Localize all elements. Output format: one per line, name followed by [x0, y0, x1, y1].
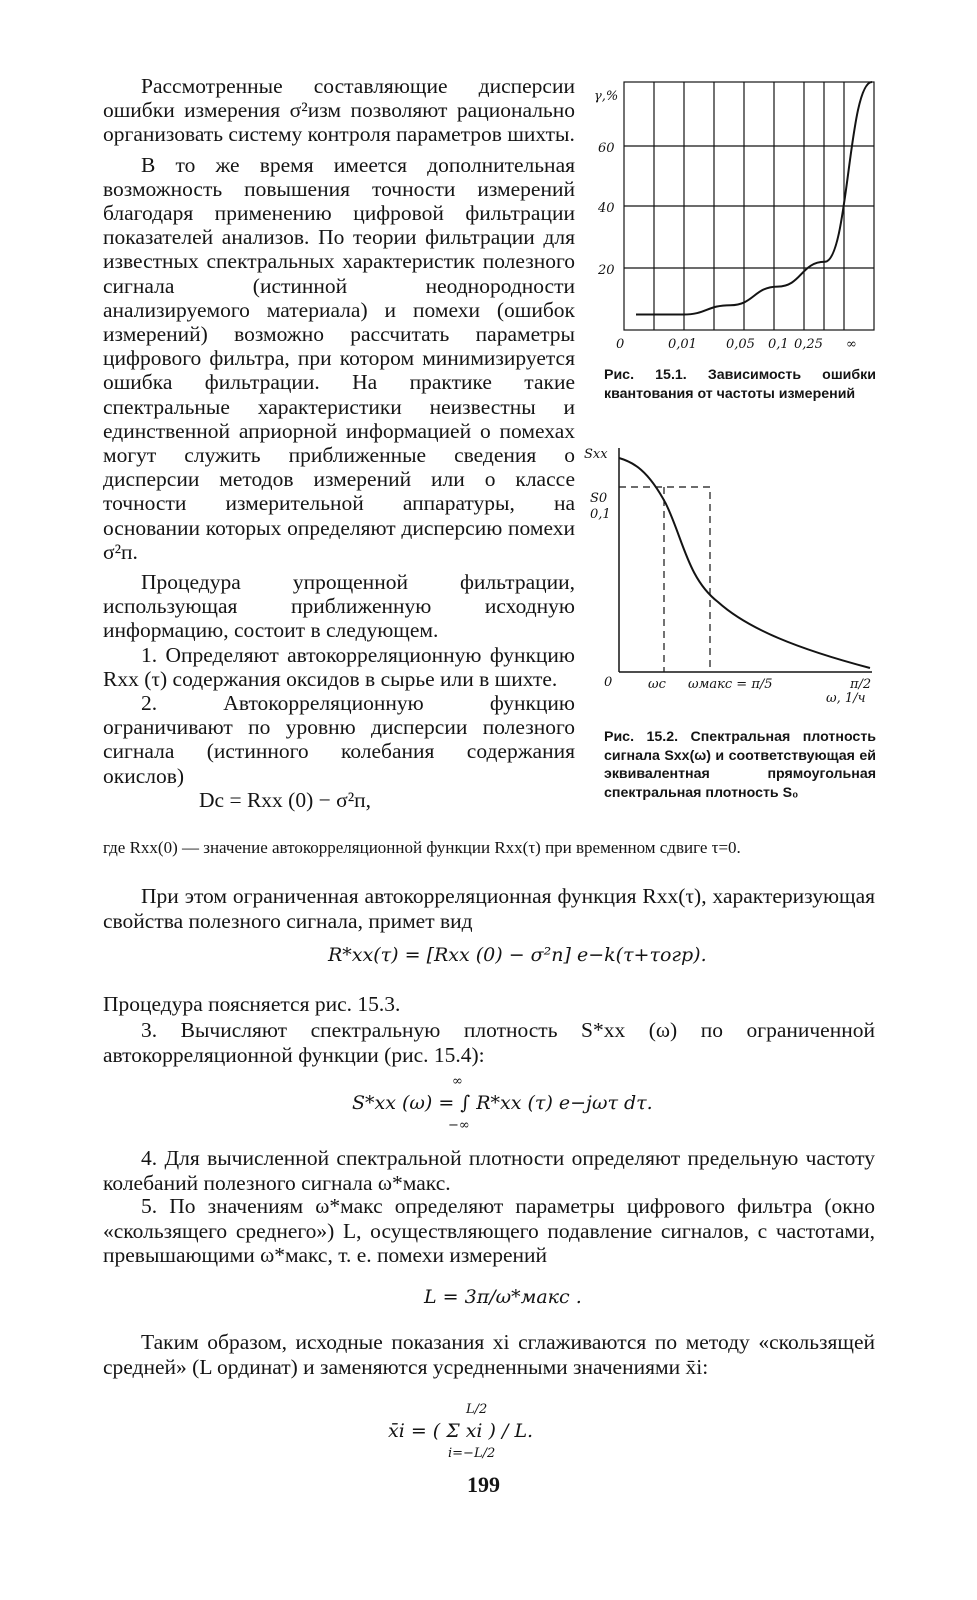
y-mark-s0: S0 [590, 491, 608, 506]
sum-lower-limit: i=−L/2 [448, 1446, 496, 1461]
formula-r-limited: R*xx(τ) = [Rxx (0) − σ²п] e−k(τ+τогр). [328, 944, 707, 966]
integral-upper-limit: ∞ [452, 1074, 463, 1089]
x-tick-0-25: 0,25 [794, 337, 823, 352]
paragraph-7: Процедура поясняется рис. 15.3. [103, 992, 401, 1016]
y-tick-60: 60 [598, 141, 615, 156]
figure-15-2 [584, 444, 878, 706]
y-tick-40: 40 [598, 201, 615, 216]
formula-window-l: L = 3π/ω*макс . [424, 1286, 582, 1308]
figure-15-1-chart [588, 74, 878, 354]
spectral-density-curve [619, 458, 870, 668]
figure-15-2-chart [584, 444, 878, 706]
x-mark-0: 0 [604, 675, 613, 690]
paragraph-11: Таким образом, исходные показания xi сглаживаются по методу «скользящей средней» (L ординат) и заменяются усредненными значениями x̄i: [103, 1330, 875, 1379]
paragraph-6: При этом ограниченная автокорреляционная функция Rxx(τ), характеризующая свойства полезного сигнала, примет вид [103, 884, 875, 933]
integral-lower-limit: −∞ [448, 1118, 470, 1133]
x-tick-0: 0 [616, 337, 625, 352]
paragraph-4: 1. Определяют автокорреляционную функцию Rxx (τ) содержания оксидов в сырье или в шихте. [103, 642, 575, 691]
left-text-column [103, 74, 575, 812]
paragraph-1: Рассмотренные составляющие дисперсии ошибки измерения σ²изм позволяют рационально организовать систему контроля параметров шихты. [103, 74, 575, 147]
x-axis-unit: ω, 1/ч [826, 691, 866, 706]
quantization-error-curve [636, 82, 872, 315]
paragraph-8: 3. Вычисляют спектральную плотность S*xx (ω) по ограниченной автокорреляционной функции (рис. 15.4): [103, 1018, 875, 1067]
paragraph-9: 4. Для вычисленной спектральной плотности определяют предельную частоту колебаний полезного сигнала ω*макс. [103, 1146, 875, 1195]
formula-moving-average: x̄i = ( Σ xi ) / L. [388, 1420, 534, 1442]
page-number: 199 [467, 1472, 500, 1497]
paragraph-10: 5. По значениям ω*макс определяют параметры цифрового фильтра (окно «скользящего среднего») L, осуществляющего подавление сигналов, с частотами, превышающими ω*макс, т. е. помехи измерений [103, 1194, 875, 1267]
x-tick-0-05: 0,05 [726, 337, 755, 352]
paragraph-3: Процедура упрощенной фильтрации, использующая приближенную исходную информацию, состоит в следующем. [103, 570, 575, 643]
definition-note: где Rxx(0) — значение автокорреляционной функции Rxx(τ) при временном сдвиге τ=0. [103, 838, 741, 857]
x-mark-omega-c: ωс [648, 677, 666, 692]
formula-spectral-density: S*xx (ω) = ∫ R*xx (τ) e−jωτ dτ. [352, 1092, 653, 1114]
y-unit-label: γ,% [594, 89, 619, 104]
y-mark-0-1: 0,1 [590, 507, 611, 522]
x-mark-omega-max: ωмакс = π/5 [688, 677, 773, 692]
figure-15-1 [588, 74, 878, 354]
figure-15-1-caption: Рис. 15.1. Зависимость ошибки квантования от частоты измерений [604, 367, 876, 402]
x-tick-inf: ∞ [846, 337, 857, 352]
paragraph-5: 2. Автокорреляционную функцию ограничивают по уровню дисперсии полезного сигнала (истинного колебания содержания окислов) [103, 691, 575, 788]
x-tick-0-1: 0,1 [768, 337, 789, 352]
sum-upper-limit: L/2 [466, 1402, 488, 1417]
formula-dc: Dс = Rxx (0) − σ²п, [199, 787, 372, 812]
x-mark-pi-2: π/2 [850, 677, 872, 692]
y-tick-20: 20 [598, 263, 615, 278]
figure-15-2-caption: Рис. 15.2. Спектральная плотность сигнала Sxx(ω) и соответствующая ей эквивалентная прямоугольная спектральная плотность S₀ [604, 729, 876, 801]
x-tick-0-01: 0,01 [668, 337, 697, 352]
y-label-sxx: Sxx [584, 447, 608, 462]
paragraph-2: В то же время имеется дополнительная возможность повышения точности измерений благодаря применению цифровой фильтрации показателей анализов. По теории фильтрации для известных спектральных характеристик полезного сигнала (истинной неоднородности анализируемого материала) и помехи (ошибок измерений) возможно рассчитать параметры цифрового фильтра, при котором минимизируется ошибка фильтрации. На практике такие спектральные характеристики неизвестны и единственной априорной информацией о помехах могут служить приближенные сведения о дисперсии методов измерений или о классе точности измерительной аппаратуры, на основании которых определяют дисперсию помехи σ²п. [103, 152, 575, 564]
